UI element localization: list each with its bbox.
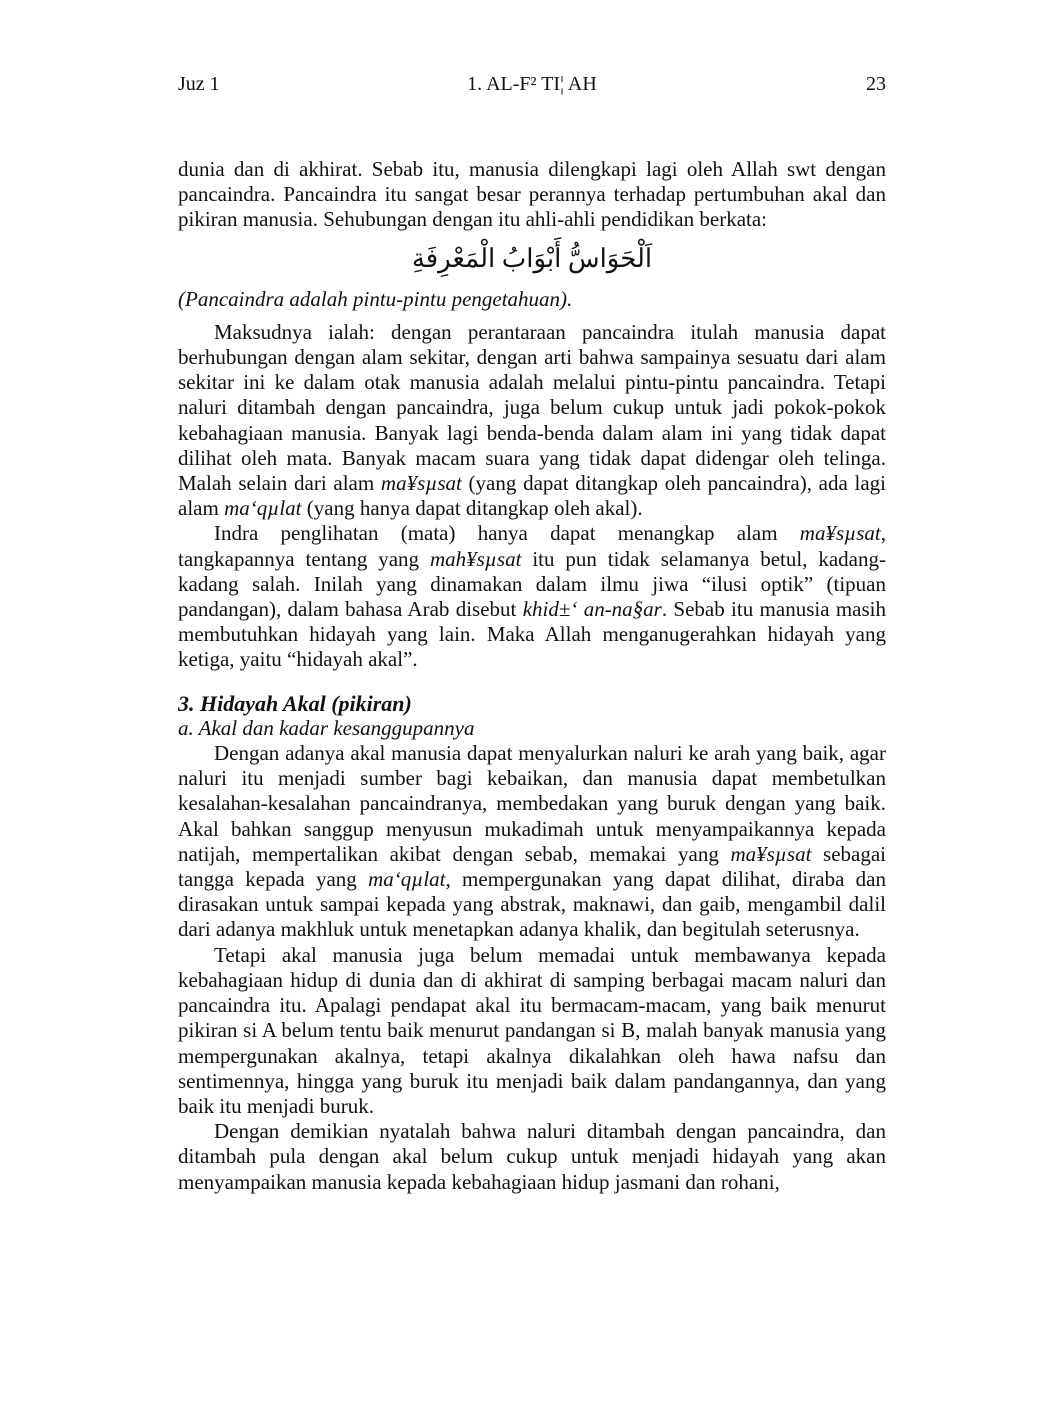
p2-text-a: Maksudnya ialah: dengan perantaraan pancaindra itulah manusia dapat berhubungan dengan alam sekitar, dengan arti bahwa sampainya sesuatu dari alam sekitar ini ke dalam otak manusia adalah melalui pintu-pintu pancaindra. Tetapi naluri ditambah dengan pancaindra, juga belum cukup untuk jadi pokok-pokok kebahagiaan manusia. Banyak lagi benda-benda dalam alam ini yang tidak dapat dilihat oleh mata. Banyak macam suara yang tidak dapat didengar oleh telinga. Malah selain dari alam — [178, 319, 886, 496]
p4-text-b: sebagai tangga kepada yang — [178, 841, 886, 892]
paragraph-6: Dengan demikian nyatalah bahwa naluri ditambah dengan pancaindra, dan ditambah pula dengan akal belum cukup untuk menjadi hidayah yang akan menyampaikan manusia kepada kebahagiaan hidup jasmani dan rohani, — [178, 1119, 886, 1194]
p4-text-c: , mempergunakan yang dapat dilihat, diraba dan dirasakan untuk sampai kepada yang abstrak, maknawi, dan gaib, mengambil dalil dari adanya makhluk untuk menetapkan adanya khalik, dan begitulah seterusnya. — [178, 867, 886, 942]
p3-text-b: , tangkapannya tentang yang — [178, 521, 886, 571]
body-text — [178, 157, 886, 1195]
paragraph-4 — [178, 741, 886, 943]
p3-term-mahsusat: ma¥sµsat — [799, 521, 881, 546]
subsection-heading: a. Akal dan kadar kesanggupannya — [178, 715, 475, 740]
p2-term-mahsusat: ma¥sµsat — [380, 471, 462, 496]
p3-text-c: itu pun tidak selamanya betul, kadang-kadang salah. Inilah yang dinamakan dalam ilmu jiwa “ilusi optik” (tipuan pandangan), dalam bahasa Arab disebut — [178, 546, 886, 622]
p4-text-a: Dengan adanya akal manusia dapat menyalurkan naluri ke arah yang baik, agar naluri itu menjadi sumber bagi kebaikan, dan manusia dapat membetulkan kesalahan-kesalahan pancaindranya, membedakan yang buruk dengan yang baik. Akal bahkan sanggup menyusun mukadimah untuk menyampaikannya kepada natijah, mempertalikan akibat dengan sebab, memakai yang — [178, 741, 886, 866]
p3-term-mahsusat-2: mah¥sµsat — [429, 546, 522, 571]
paragraph-2 — [178, 320, 886, 522]
p2-term-maqulat: ma‘qµlat — [224, 496, 302, 521]
paragraph-5: Tetapi akal manusia juga belum memadai untuk membawanya kepada kebahagiaan hidup di dunia dan di akhirat di samping berbagai macam naluri dan pancaindra itu. Apalagi pendapat akal itu bermacam-macam, yang baik menurut pikiran si A belum tentu baik menurut pandangan si B, malah banyak manusia yang mempergunakan akalnya, tetapi akalnya dikalahkan oleh hawa nafsu dan sentimennya, hingga yang buruk itu menjadi baik dalam pandangannya, dan yang baik itu menjadi buruk. — [178, 942, 886, 1118]
p4-term-maqulat: ma‘qµlat — [368, 867, 446, 892]
paragraph-3 — [178, 521, 886, 672]
p4-term-mahsusat: ma¥sµsat — [730, 841, 812, 866]
header-juz: Juz 1 — [178, 73, 220, 95]
paragraph-1: dunia dan di akhirat. Sebab itu, manusia dilengkapi lagi oleh Allah swt dengan pancaindra. Pancaindra itu sangat besar perannya terhadap pertumbuhan akal dan pikiran manusia. Sehubungan dengan itu ahli-ahli pendidikan berkata: — [178, 157, 886, 232]
section-heading: 3. Hidayah Akal (pikiran) — [178, 690, 412, 716]
header-surah-title: 1. AL-F² TI¦ AH — [467, 73, 597, 95]
p2-text-b: (yang dapat ditangkap oleh pancaindra), ada lagi alam — [178, 471, 887, 521]
page-number: 23 — [866, 73, 886, 95]
p3-text-d: . Sebab itu manusia masih membutuhkan hidayah yang lain. Maka Allah menganugerahkan hidayah yang ketiga, yaitu “hidayah akal”. — [178, 597, 886, 672]
quote-translation: (Pancaindra adalah pintu-pintu pengetahuan). — [178, 286, 573, 311]
p3-term-khida-an-nazar: khid±‘ an-na§ar — [522, 597, 662, 622]
arabic-quote: اَلْحَوَاسُّ أَبْوَابُ الْمَعْرِفَةِ — [411, 243, 653, 273]
p2-text-c: (yang hanya dapat ditangkap oleh akal). — [301, 496, 643, 521]
p3-text-a: Indra penglihatan (mata) hanya dapat menangkap alam — [214, 521, 800, 546]
